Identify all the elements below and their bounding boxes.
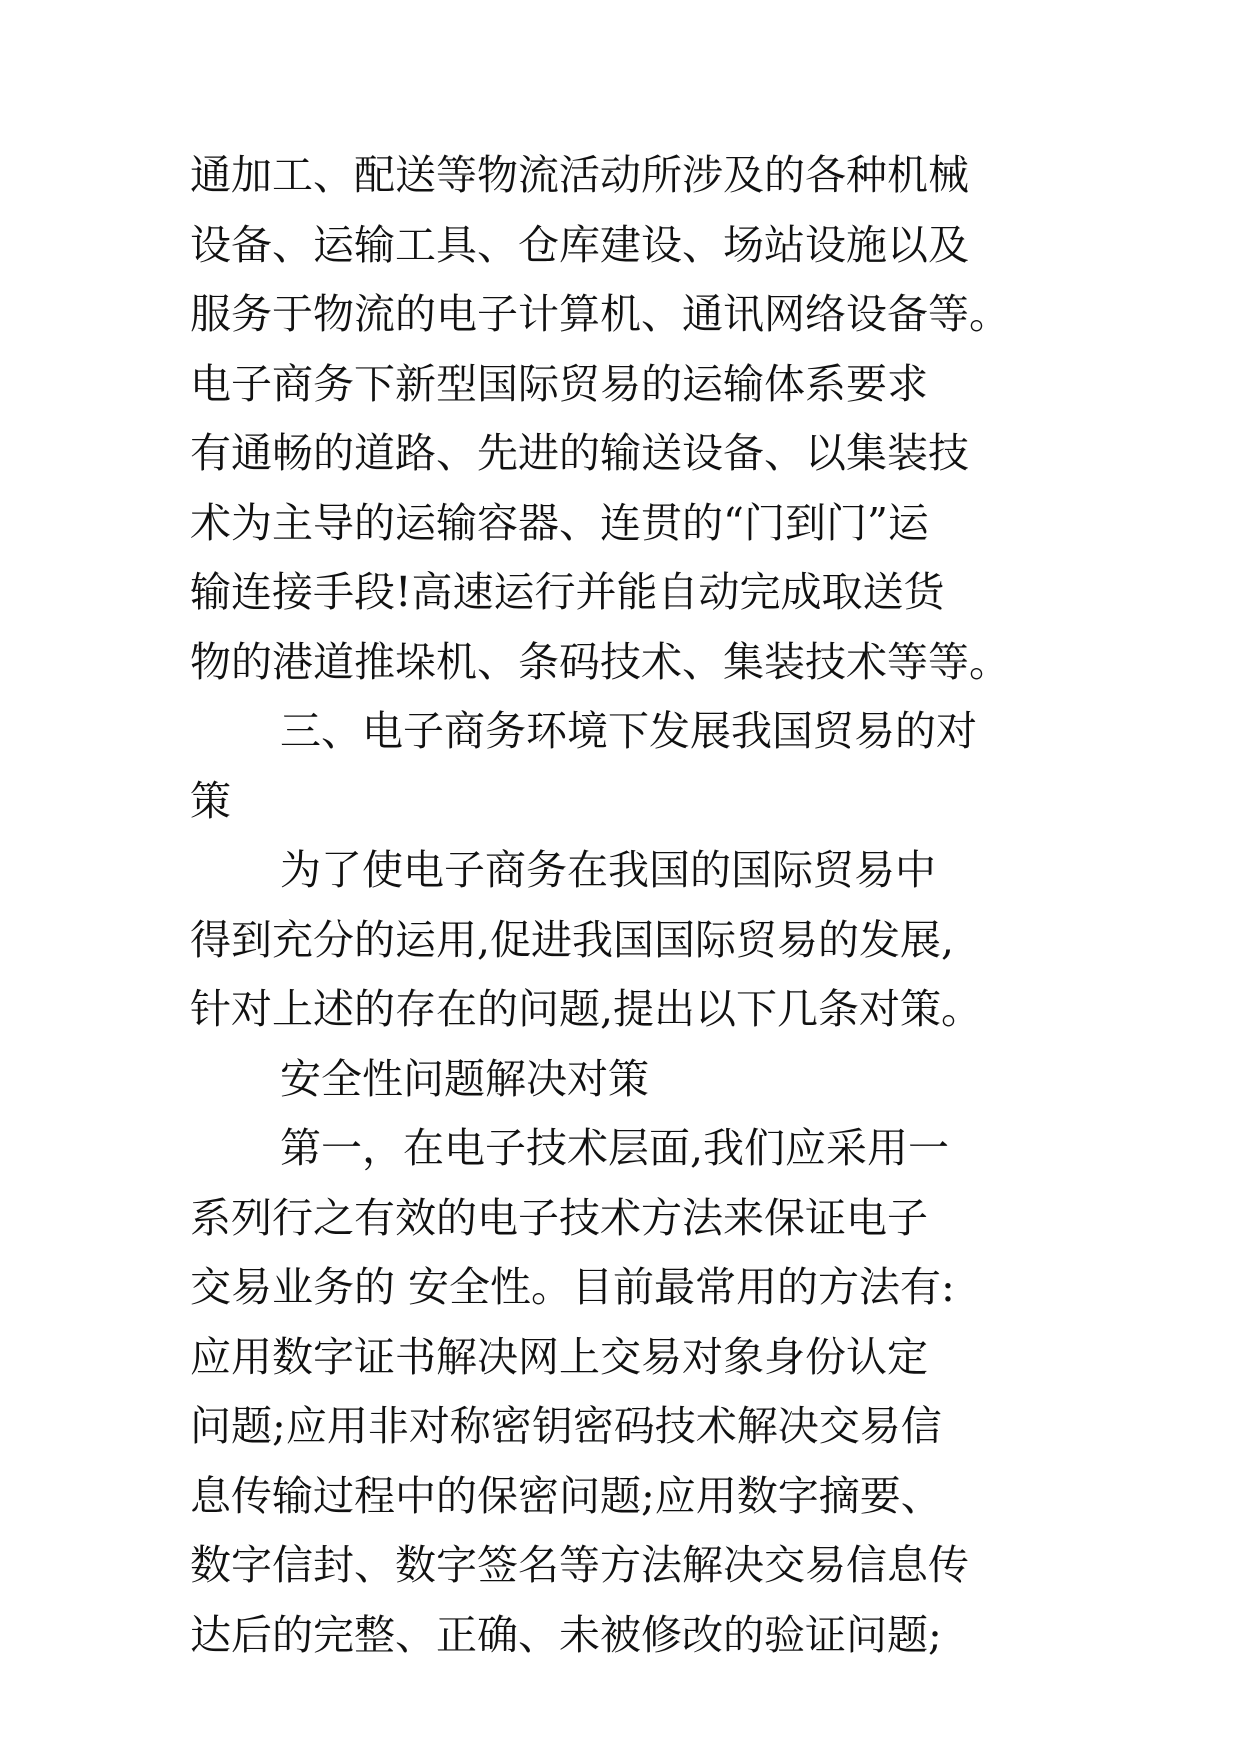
paragraph-line: 问题;应用非对称密钥密码技术解决交易信 — [190, 1402, 942, 1450]
paragraph-line: 输连接手段!高速运行并能自动完成取送货 — [190, 568, 945, 616]
paragraph-line: 交易业务的 安全性。目前最常用的方法有: — [190, 1263, 955, 1311]
paragraph-line: 设备、运输工具、仓库建设、场站设施以及 — [190, 220, 969, 269]
paragraph-line: 术为主导的运输容器、连贯的“门到门”运 — [190, 498, 929, 547]
paragraph-line: 达后的完整、正确、未被修改的验证问题; — [190, 1610, 942, 1659]
subsection-heading: 安全性问题解决对策 — [280, 1054, 649, 1103]
paragraph-line: 通加工、配送等物流活动所涉及的各种机械 — [190, 151, 969, 199]
paragraph-line: 应用数字证书解决网上交易对象身份认定 — [190, 1332, 928, 1381]
section-heading: 三、电子商务环境下发展我国贸易的对 — [280, 707, 977, 755]
paragraph-line: 服务于物流的电子计算机、通讯网络设备等。 — [190, 290, 1010, 338]
paragraph-line: 电子商务下新型国际贸易的运输体系要求 — [190, 359, 928, 408]
paragraph-line: 数字信封、数字签名等方法解决交易信息传 — [190, 1541, 969, 1589]
document-page — [190, 151, 1190, 1684]
section-heading-continued: 策 — [190, 776, 231, 825]
paragraph-line: 针对上述的存在的问题,提出以下几条对策。 — [190, 985, 983, 1033]
paragraph-line: 得到充分的运用,促进我国国际贸易的发展, — [190, 915, 955, 964]
paragraph-line: 第一，在电子技术层面,我们应采用一 — [280, 1124, 950, 1172]
paragraph-line: 系列行之有效的电子技术方法来保证电子 — [190, 1193, 928, 1242]
paragraph-line: 物的港道推垛机、条码技术、集装技术等等。 — [190, 637, 1010, 686]
paragraph-line: 有通畅的道路、先进的输送设备、以集装技 — [190, 429, 969, 477]
paragraph-line: 为了使电子商务在我国的国际贸易中 — [280, 846, 936, 894]
paragraph-line: 息传输过程中的保密问题;应用数字摘要、 — [190, 1471, 942, 1520]
